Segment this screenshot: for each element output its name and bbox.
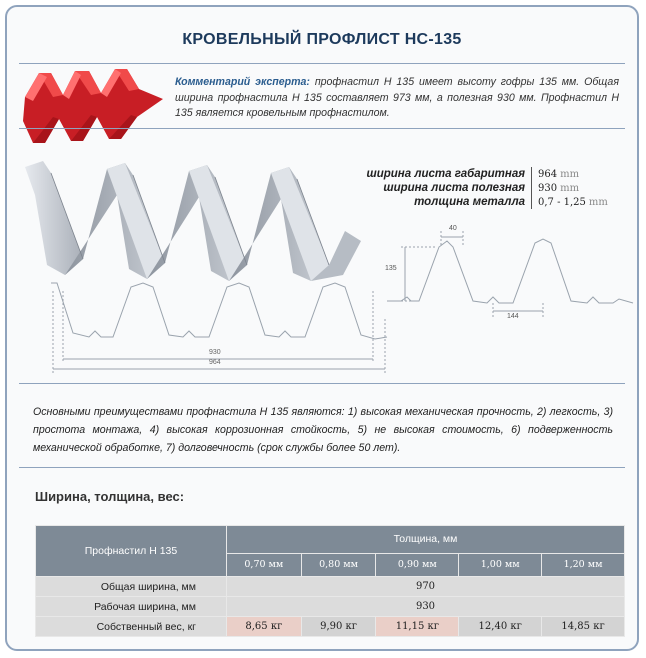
weight-cell: 11,15 кг xyxy=(376,617,459,637)
section-divider xyxy=(19,128,625,129)
spec-row: ширина листа габаритная 964 mm xyxy=(366,168,580,180)
row-label: Общая ширина, мм xyxy=(36,577,227,597)
weight-cell: 9,90 кг xyxy=(301,617,376,637)
weight-cell: 14,85 кг xyxy=(542,617,625,637)
spec-table xyxy=(35,525,625,637)
dim-height: 135 xyxy=(385,265,397,272)
advantages-text: Основными преимуществами профнастила Н 135 являются: 1) высокая механическая прочность, 2) легкость, 3) простота монтажа, 4) высокая коррозионная стойкость, 5) не высокая стоимость, 6) подверженность механической обработке, 7) долговечность (срок службы более 50 лет). xyxy=(33,406,613,454)
dim-top-width: 40 xyxy=(449,225,457,232)
red-sheet-image xyxy=(17,59,167,145)
table-subheading: Ширина, толщина, вес: xyxy=(35,489,185,504)
spec-row: ширина листа полезная 930 mm xyxy=(383,182,580,194)
thickness-col: 0,70 мм xyxy=(227,553,302,576)
thickness-col: 1,20 мм xyxy=(542,553,625,576)
comment-lead: Комментарий эксперта: xyxy=(175,76,310,88)
silver-sheet-image xyxy=(25,155,365,285)
content-frame xyxy=(5,5,639,651)
page-title: КРОВЕЛЬНЫЙ ПРОФЛИСТ НС-135 xyxy=(182,31,462,48)
comment-text: профнастил Н 135 имеет высоту гофры 135 мм. Общая ширина профнастила Н 135 составляет 973 мм, а полезная 930 мм. Профнастил Н 135 является кровельным профнастилом. xyxy=(175,76,619,120)
table-row xyxy=(36,597,625,617)
row-label: Собственный вес, кг xyxy=(36,617,227,637)
table-row xyxy=(36,577,625,597)
thickness-col: 1,00 мм xyxy=(459,553,542,576)
spec-list xyxy=(357,167,608,209)
table-header-name: Профнастил Н 135 xyxy=(36,526,227,577)
expert-comment xyxy=(175,75,619,122)
dim-total-width: 964 xyxy=(209,359,221,366)
dim-pitch: 144 xyxy=(507,313,519,320)
dim-useful-width: 930 xyxy=(209,349,221,356)
table-header-thickness: Толщина, мм xyxy=(227,526,625,554)
section-divider xyxy=(19,467,625,468)
row-label: Рабочая ширина, мм xyxy=(36,597,227,617)
thickness-col: 0,90 мм xyxy=(376,553,459,576)
section-divider xyxy=(19,383,625,384)
weight-cell: 12,40 кг xyxy=(459,617,542,637)
table-row xyxy=(36,617,625,637)
row-value: 930 xyxy=(227,597,625,617)
spec-row: толщина металла 0,7 - 1,25 mm xyxy=(414,196,608,208)
row-value: 970 xyxy=(227,577,625,597)
weight-cell: 8,65 кг xyxy=(227,617,302,637)
thickness-col: 0,80 мм xyxy=(301,553,376,576)
